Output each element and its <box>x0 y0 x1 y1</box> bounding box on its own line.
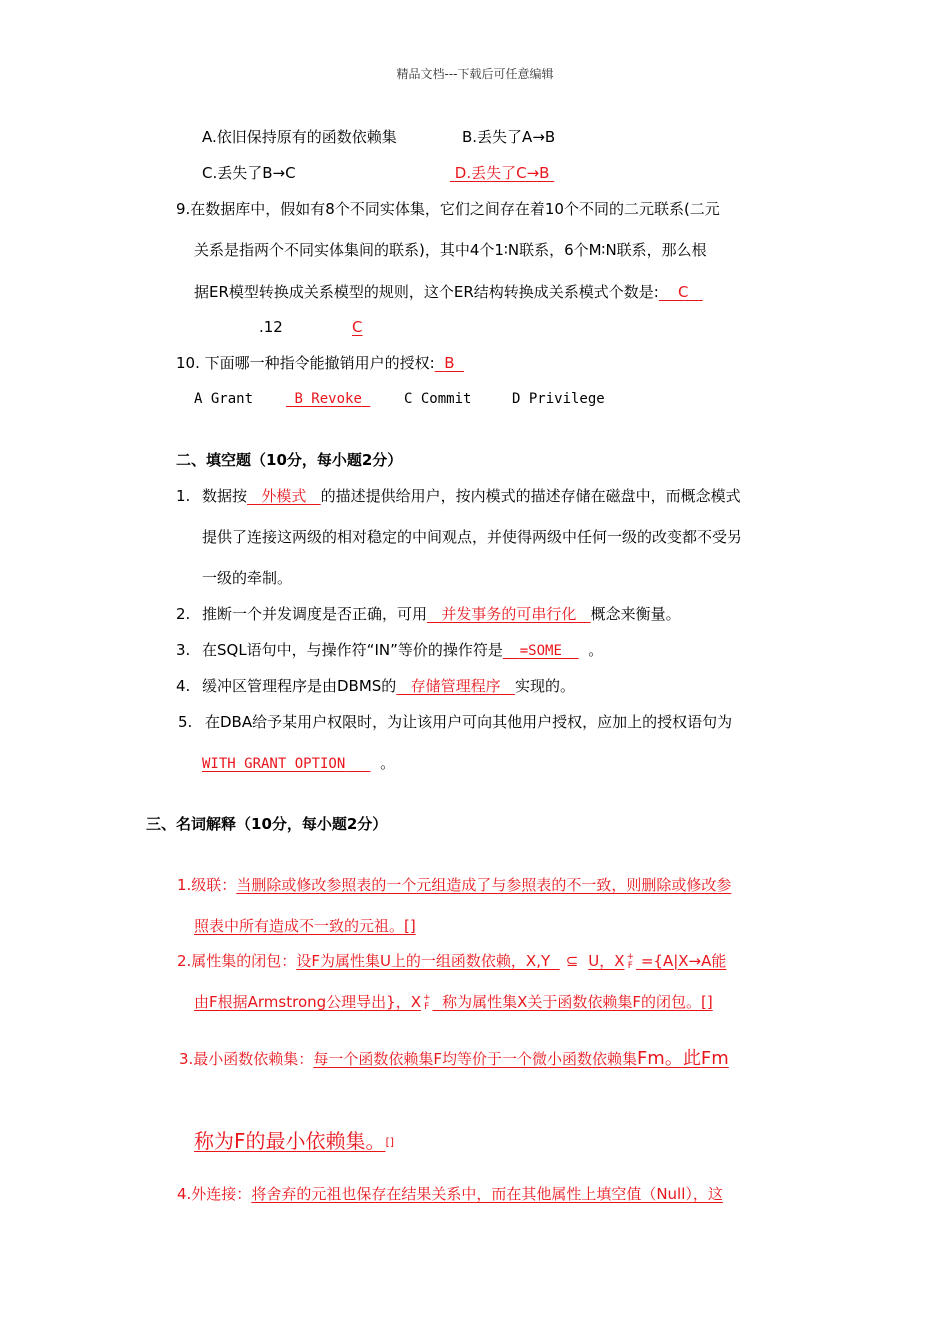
definition-2-line-1 <box>177 951 726 971</box>
fill-q3-answer: =SOME <box>519 643 562 659</box>
fill-q3-post: 。 <box>588 641 604 659</box>
definition-4-line-1 <box>177 1184 723 1204</box>
fill-q5-post: 。 <box>380 754 396 772</box>
fill-q1-num: 1. <box>176 487 191 505</box>
fill-q1-post: 的描述提供给用户，按内模式的描述存储在磁盘中，而概念模式 <box>320 487 741 505</box>
definition-1-label: 1.级联： <box>177 876 237 894</box>
definition-3-line-1 <box>179 1048 729 1070</box>
fill-q1-answer: 外模式 <box>261 487 307 505</box>
definition-2-text-a: 设F为属性集U上的一组函数依赖，X,Y <box>296 952 551 970</box>
fill-q1-pre: 数据按 <box>202 487 248 505</box>
fill-q5-line-1: 在DBA给予某用户权限时，为让该用户可向其他用户授权，应加上的授权语句为 <box>205 713 733 731</box>
definition-2-line-2 <box>194 992 713 1012</box>
fill-q3-pre: 在SQL语句中，与操作符“IN”等价的操作符是 <box>202 641 503 659</box>
q9-option: .12 <box>259 318 283 336</box>
q8-option-d-answer: D.丢失了C→B <box>454 164 550 182</box>
fill-q4-answer: 存储管理程序 <box>410 677 501 695</box>
q10-question <box>176 353 464 373</box>
fill-q2-num: 2. <box>176 605 191 623</box>
definition-2-text-c: ={A|X→A能 <box>640 952 727 970</box>
q9-line-1: 9.在数据库中，假如有8个不同实体集，它们之间存在着10个不同的二元联系(二元 <box>176 200 720 218</box>
fill-q4-pre: 缓冲区管理程序是由DBMS的 <box>202 677 397 695</box>
fill-q3-num: 3. <box>176 641 191 659</box>
definition-1-line-1 <box>177 875 731 895</box>
fill-q5-num: 5. <box>178 713 193 731</box>
fill-q4-num: 4. <box>176 677 191 695</box>
definition-3-label: 3.最小函数依赖集： <box>179 1050 314 1068</box>
definition-3-text: 每一个函数依赖集F均等价于一个微小函数依赖集 <box>313 1050 637 1068</box>
closure-superscript-1: + F <box>626 951 635 971</box>
fill-q2-answer: 并发事务的可串行化 <box>441 605 577 623</box>
q8-option-c: C.丢失了B→C <box>202 164 296 182</box>
definition-1-line-2: 照表中所有造成不一致的元祖。[] <box>194 917 416 935</box>
fill-q5-line-2 <box>202 753 395 774</box>
definition-3-fm-1: Fm。此 <box>636 1048 701 1069</box>
q9-answer: C <box>677 283 689 301</box>
q10-option-a: A Grant <box>194 391 254 407</box>
q9-line-3 <box>194 282 703 302</box>
fill-q5-answer: WITH GRANT OPTION <box>202 756 346 772</box>
section-3-title: 三、名词解释（10分，每小题2分） <box>146 815 388 833</box>
definition-3-mark: [] <box>385 1135 395 1149</box>
q10-answer: B <box>444 354 455 372</box>
definition-3-text-2: 称为F的最小依赖集。 <box>194 1129 386 1153</box>
definition-2-text-b: U，X <box>588 952 625 970</box>
definition-4-label: 4.外连接： <box>177 1185 252 1203</box>
fill-q4-line <box>202 676 575 696</box>
q9-line-2: 关系是指两个不同实体集间的联系)，其中4个1∶N联系，6个M∶N联系，那么根 <box>194 241 707 259</box>
q10-option-b-answer: B Revoke <box>294 391 362 407</box>
definition-3-fm-2: Fm <box>700 1048 729 1069</box>
section-2-title: 二、填空题（10分，每小题2分） <box>176 451 403 469</box>
fill-q1-line-3: 一级的牵制。 <box>202 569 293 587</box>
q10-question-text: 10. 下面哪一种指令能撤销用户的授权: <box>176 354 435 372</box>
fill-q2-pre: 推断一个并发调度是否正确，可用 <box>202 605 428 623</box>
q10-option-c: C Commit <box>404 391 472 407</box>
fill-q2-line <box>202 604 681 624</box>
definition-1-text: 当删除或修改参照表的一个元组造成了与参照表的不一致，则删除或修改参 <box>236 876 732 894</box>
q8-option-a: A.依旧保持原有的函数依赖集 <box>202 128 397 146</box>
fill-q3-line <box>202 640 603 661</box>
subset-symbol: ⊆ <box>565 952 579 970</box>
q9-line-3-text: 据ER模型转换成关系模型的规则，这个ER结构转换成关系模式个数是: <box>194 283 659 301</box>
fill-q2-post: 概念来衡量。 <box>590 605 681 623</box>
closure-superscript-2: + F <box>422 992 431 1012</box>
q9-option-answer: C <box>352 318 363 336</box>
fill-q4-post: 实现的。 <box>514 677 575 695</box>
fill-q1-line-1 <box>202 486 741 506</box>
page-header: 精品文档---下载后可任意编辑 <box>396 67 554 81</box>
q10-option-d: D Privilege <box>512 391 605 407</box>
definition-3-line-2 <box>194 1127 394 1157</box>
q8-option-b: B.丢失了A→B <box>462 128 556 146</box>
definition-2-text-d: 由F根据Armstrong公理导出}，X <box>194 993 421 1011</box>
fill-q1-line-2: 提供了连接这两级的相对稳定的中间观点，并使得两级中任何一级的改变都不受另 <box>202 528 743 546</box>
definition-2-label: 2.属性集的闭包： <box>177 952 297 970</box>
definition-4-text: 将舍弃的元祖也保存在结果关系中，而在其他属性上填空值（Null），这 <box>251 1185 723 1203</box>
definition-2-text-e: 称为属性集X关于函数依赖集F的闭包。[] <box>442 993 713 1011</box>
